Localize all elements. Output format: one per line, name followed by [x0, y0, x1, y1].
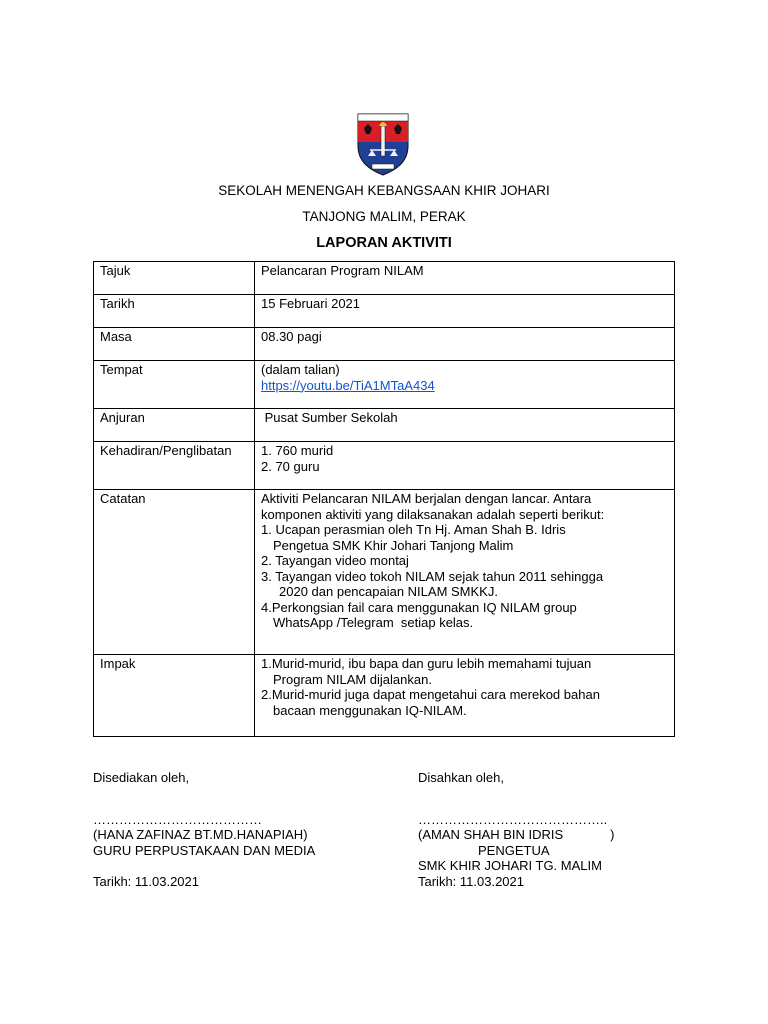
- row-value: [255, 361, 675, 409]
- impact-line: 1.Murid-murid, ibu bapa dan guru lebih memahami tujuan: [261, 656, 592, 671]
- list-item: 1. 760 murid: [261, 443, 334, 458]
- youtube-link[interactable]: https://youtu.be/TiA1MTaA434: [261, 377, 435, 393]
- row-label: Tempat: [94, 361, 255, 409]
- note-line: 3. Tayangan video tokoh NILAM sejak tahun 2011 sehingga: [261, 568, 604, 584]
- row-label: Masa: [94, 328, 255, 361]
- note-line: 2. Tayangan video montaj: [261, 553, 409, 568]
- note-line: Pengetua SMK Khir Johari Tanjong Malim: [273, 537, 514, 553]
- row-value: 15 Februari 2021: [255, 295, 675, 328]
- row-value: 08.30 pagi: [255, 328, 675, 361]
- row-label: Anjuran: [94, 409, 255, 442]
- row-value: Pelancaran Program NILAM: [255, 262, 675, 295]
- note-line: WhatsApp /Telegram setiap kelas.: [273, 615, 474, 630]
- note-line: Aktiviti Pelancaran NILAM berjalan dengan lancar. Antara: [261, 491, 592, 506]
- row-label: Tajuk: [94, 262, 255, 295]
- prepared-by-position: GURU PERPUSTAKAAN DAN MEDIA: [93, 843, 316, 858]
- prepared-by-date: Tarikh: 11.03.2021: [93, 874, 199, 889]
- row-value: [255, 490, 675, 655]
- approved-by-heading: Disahkan oleh,: [418, 770, 504, 785]
- row-label: Tarikh: [94, 295, 255, 328]
- row-label: Catatan: [94, 490, 255, 655]
- approved-by-date: Tarikh: 11.03.2021: [418, 874, 524, 889]
- row-value: [255, 655, 675, 737]
- table-row: [94, 490, 675, 655]
- note-line: 4.Perkongsian fail cara menggunakan IQ NILAM group: [261, 599, 577, 615]
- approved-by-signature-line: ……………………………………..: [418, 812, 608, 827]
- table-row: [94, 442, 675, 490]
- table-row: [94, 409, 675, 442]
- approved-by-position: PENGETUA: [478, 843, 550, 858]
- school-location: TANJONG MALIM, PERAK: [302, 209, 466, 224]
- prepared-by-heading: Disediakan oleh,: [93, 770, 190, 785]
- table-row: [94, 328, 675, 361]
- note-line: komponen aktiviti yang dilaksanakan adalah seperti berikut:: [261, 506, 605, 522]
- list-item: 2. 70 guru: [261, 458, 320, 474]
- row-value: Pusat Sumber Sekolah: [255, 409, 675, 442]
- impact-line: Program NILAM dijalankan.: [273, 671, 432, 687]
- prepared-by-signature-line: …………………………………: [93, 812, 262, 827]
- venue-text: (dalam talian): [261, 362, 340, 377]
- school-crest-logo: [356, 112, 410, 176]
- row-value: [255, 442, 675, 490]
- approved-by-school: SMK KHIR JOHARI TG. MALIM: [418, 858, 602, 873]
- table-row: [94, 262, 675, 295]
- row-label: Impak: [94, 655, 255, 737]
- prepared-by-name: (HANA ZAFINAZ BT.MD.HANAPIAH): [93, 827, 308, 842]
- impact-line: 2.Murid-murid juga dapat mengetahui cara merekod bahan: [261, 687, 600, 702]
- note-line: 2020 dan pencapaian NILAM SMKKJ.: [279, 584, 498, 599]
- row-label: Kehadiran/Penglibatan: [94, 442, 255, 490]
- report-title: LAPORAN AKTIVITI: [316, 235, 452, 251]
- report-table: [93, 261, 675, 737]
- note-line: 1. Ucapan perasmian oleh Tn Hj. Aman Shah B. Idris: [261, 522, 566, 537]
- school-name: SEKOLAH MENENGAH KEBANGSAAN KHIR JOHARI: [218, 183, 550, 198]
- table-row: [94, 295, 675, 328]
- table-row: [94, 361, 675, 409]
- table-row: [94, 655, 675, 737]
- approved-by-name: (AMAN SHAH BIN IDRIS ): [418, 827, 615, 842]
- impact-line: bacaan menggunakan IQ-NILAM.: [273, 702, 467, 718]
